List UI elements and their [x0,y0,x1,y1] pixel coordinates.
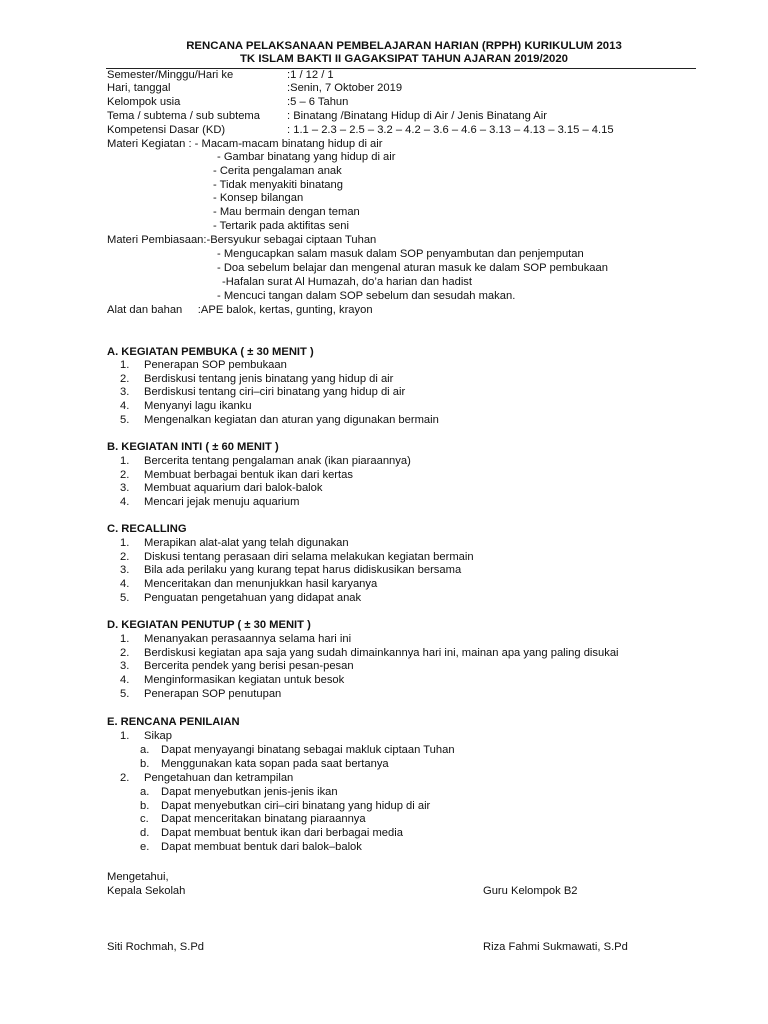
section-a-list [107,359,439,427]
list-item: 1. Menanyakan perasaannya selama hari ini [120,633,352,645]
materi-kegiatan-item: - Mau bermain dengan teman [213,206,360,218]
section-e-group1 [107,730,172,744]
materi-kegiatan-item: - Tertarik pada aktifitas seni [213,220,349,232]
materi-kegiatan-item: - Cerita pengalaman anak [213,165,342,177]
section-c-list [107,537,474,605]
section-a-title: A. KEGIATAN PEMBUKA ( ± 30 MENIT ) [107,346,314,358]
group-label: Kelompok usia [107,96,181,108]
materi-pembiasaan-item: - Mencuci tangan dalam SOP sebelum dan sesudah makan. [217,290,516,302]
semester-label: Semester/Minggu/Hari ke [107,69,234,81]
list-item: 1. Sikap [120,730,172,742]
group-value: :5 – 6 Tahun [287,96,349,108]
materi-kegiatan-item: - Tidak menyakiti binatang [213,179,343,191]
list-item: e. Dapat membuat bentuk dari balok–balok [140,840,362,853]
section-d-list [107,633,619,701]
materi-kegiatan-item: - Gambar binatang yang hidup di air [217,151,396,163]
list-item: c. Dapat menceritakan binatang piaraannya [140,813,366,826]
guru-kelompok-label: Guru Kelompok B2 [483,885,578,897]
list-item: 4. Menginformasikan kegiatan untuk besok [120,674,345,687]
list-item: b. Menggunakan kata sopan pada saat bertanya [140,757,389,770]
list-item: b. Dapat menyebutkan ciri–ciri binatang yang hidup di air [140,799,431,812]
theme-value: : Binatang /Binatang Hidup di Air / Jenis Binatang Air [287,110,547,122]
kd-value: : 1.1 – 2.3 – 2.5 – 3.2 – 4.2 – 3.6 – 4.6 – 3.13 – 4.13 – 3.15 – 4.15 [287,124,614,136]
guru-name: Riza Fahmi Sukmawati, S.Pd [483,941,628,953]
section-e-title: E. RENCANA PENILAIAN [107,716,240,728]
list-item: 2. Berdiskusi kegiatan apa saja yang sudah dimainkannya hari ini, mainan apa yang paling disukai [120,646,619,659]
list-item: 2. Membuat berbagai bentuk ikan dari kertas [120,468,353,481]
list-item: 4. Menceritakan dan menunjukkan hasil karyanya [120,578,378,591]
semester-value: :1 / 12 / 1 [287,69,334,81]
kepala-sekolah-label: Kepala Sekolah [107,885,186,897]
section-d-title: D. KEGIATAN PENUTUP ( ± 30 MENIT ) [107,619,311,631]
list-item: 5. Mengenalkan kegiatan dan aturan yang digunakan bermain [120,413,439,426]
section-e-group2 [107,772,293,786]
list-item: 4. Mencari jejak menuju aquarium [120,496,300,509]
list-item: a. Dapat menyebutkan jenis-jenis ikan [140,786,338,798]
materi-kegiatan-item: - Konsep bilangan [213,192,304,204]
list-item: 4. Menyanyi lagu ikanku [120,400,252,413]
list-item: 3. Bercerita pendek yang berisi pesan-pesan [120,660,354,673]
list-item: 2. Pengetahuan dan ketrampilan [120,772,294,784]
document-subtitle: TK ISLAM BAKTI II GAGAKSIPAT TAHUN AJARAN 2019/2020 [239,53,569,65]
section-b-title: B. KEGIATAN INTI ( ± 60 MENIT ) [107,441,279,453]
list-item: 5. Penerapan SOP penutupan [120,687,282,700]
materi-pembiasaan-item: -Hafalan surat Al Humazah, do’a harian dan hadist [222,276,473,288]
list-item: d. Dapat membuat bentuk ikan dari berbagai media [140,827,403,840]
list-item: a. Dapat menyayangi binatang sebagai makluk ciptaan Tuhan [140,744,455,756]
materi-pembiasaan-label: Materi Pembiasaan:-Bersyukur sebagai ciptaan Tuhan [107,234,377,246]
mengetahui-label: Mengetahui, [107,871,169,883]
list-item: 1. Penerapan SOP pembukaan [120,359,287,371]
document-title: RENCANA PELAKSANAAN PEMBELAJARAN HARIAN (RPPH) KURIKULUM 2013 [186,40,622,52]
materi-pembiasaan-item: - Mengucapkan salam masuk dalam SOP penyambutan dan penjemputan [217,248,584,260]
list-item: 2. Diskusi tentang perasaan diri selama melakukan kegiatan bermain [120,550,474,563]
materi-pembiasaan-item: - Doa sebelum belajar dan mengenal aturan masuk ke dalam SOP pembukaan [217,262,608,274]
date-value: :Senin, 7 Oktober 2019 [287,82,403,94]
kd-label: Kompetensi Dasar (KD) [107,124,226,136]
list-item: 2. Berdiskusi tentang jenis binatang yang hidup di air [120,372,394,385]
alat-bahan: Alat dan bahan :APE balok, kertas, gunting, krayon [107,304,373,316]
section-b-list [107,455,411,510]
list-item: 3. Membuat aquarium dari balok-balok [120,482,323,495]
list-item: 5. Penguatan pengetahuan yang didapat anak [120,591,362,604]
list-item: 3. Berdiskusi tentang ciri–ciri binatang yang hidup di air [120,386,406,399]
list-item: 1. Bercerita tentang pengalaman anak (ikan piaraannya) [120,455,411,467]
materi-kegiatan-label: Materi Kegiatan : - Macam-macam binatang hidup di air [107,138,383,150]
section-e-group2-sublist [140,786,430,854]
list-item: 3. Bila ada perilaku yang kurang tepat harus didiskusikan bersama [120,564,462,577]
theme-label: Tema / subtema / sub subtema [107,110,260,122]
kepala-sekolah-name: Siti Rochmah, S.Pd [107,941,205,953]
list-item: 1. Merapikan alat-alat yang telah digunakan [120,537,349,549]
date-label: Hari, tanggal [107,82,171,94]
section-e-group1-sublist [140,744,455,771]
section-c-title: C. RECALLING [107,523,187,535]
